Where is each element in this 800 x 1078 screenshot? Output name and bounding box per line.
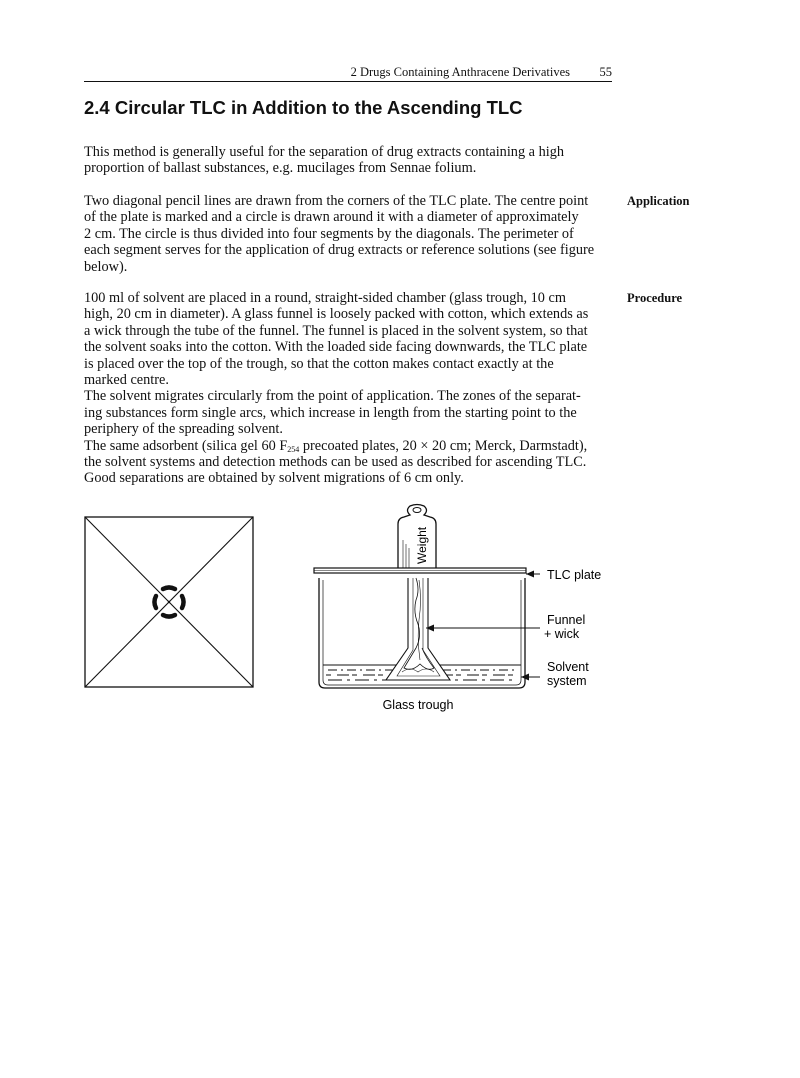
text-line: 2 cm. The circle is thus divided into four segments by the diagonals. The perimeter of bbox=[84, 225, 574, 242]
text-line: ing substances form single arcs, which increase in length from the starting point to the bbox=[84, 404, 577, 421]
wick-label: + wick bbox=[544, 627, 580, 641]
header-rule bbox=[84, 81, 612, 82]
text-line: periphery of the spreading solvent. bbox=[84, 421, 283, 438]
text-line: This method is generally useful for the separation of drug extracts containing a high bbox=[84, 144, 564, 160]
adsorbent-text: The same adsorbent (silica gel 60 F bbox=[84, 437, 288, 454]
tlc-plate-label: TLC plate bbox=[547, 568, 602, 582]
margin-label-application: Application bbox=[627, 194, 690, 208]
margin-label-procedure: Procedure bbox=[627, 291, 683, 305]
solvent-label: Solvent bbox=[547, 660, 589, 674]
glass-trough-caption: Glass trough bbox=[382, 698, 454, 712]
arrowheads bbox=[426, 571, 534, 681]
weight-label: Weight bbox=[415, 526, 429, 564]
tlc-plate bbox=[314, 568, 526, 573]
text-line: Good separations are obtained by solvent migrations of 6 cm only. bbox=[84, 470, 464, 487]
text-line: a wick through the tube of the funnel. The funnel is placed in the solvent system, so that bbox=[84, 322, 588, 339]
procedure-paragraph bbox=[84, 290, 610, 487]
text-line: below). bbox=[84, 258, 128, 275]
text-line: high, 20 cm in diameter). A glass funnel is loosely packed with cotton, which extends as bbox=[84, 306, 589, 323]
subscript-254: 254 bbox=[287, 444, 300, 454]
adsorbent-text-rest: precoated plates, 20 × 20 cm; Merck, Darmstadt), bbox=[299, 437, 588, 454]
text-line: the solvent systems and detection methods can be used as described for ascending TLC. bbox=[84, 454, 587, 471]
text-line: each segment serves for the application of drug extracts or reference solutions (see figure bbox=[84, 242, 595, 259]
text-line bbox=[84, 438, 610, 454]
text-line: marked centre. bbox=[84, 372, 169, 389]
page-number: 55 bbox=[599, 65, 612, 79]
text-line: the solvent soaks into the cotton. With the loaded side facing downwards, the TLC plate bbox=[84, 339, 588, 356]
running-title: 2 Drugs Containing Anthracene Derivatives bbox=[350, 65, 570, 79]
text-line: 100 ml of solvent are placed in a round, straight-sided chamber (glass trough, 10 cm bbox=[84, 290, 566, 306]
intro-paragraph bbox=[84, 144, 610, 177]
text-line: of the plate is marked and a circle is drawn around it with a diameter of approximately bbox=[84, 209, 579, 226]
section-heading: 2.4 Circular TLC in Addition to the Ascending TLC bbox=[84, 97, 523, 118]
text-line: proportion of ballast substances, e.g. mucilages from Sennae folium. bbox=[84, 160, 477, 177]
label-leaders bbox=[426, 574, 540, 677]
text-line: is placed over the top of the trough, so that the cotton makes contact exactly at the bbox=[84, 355, 554, 372]
weight bbox=[398, 505, 436, 573]
circular-tlc-apparatus bbox=[300, 500, 620, 720]
text-line: Two diagonal pencil lines are drawn from the corners of the TLC plate. The centre point bbox=[84, 193, 589, 209]
centre-point bbox=[168, 601, 170, 603]
system-label: system bbox=[547, 674, 587, 688]
running-header bbox=[84, 65, 612, 81]
application-paragraph bbox=[84, 193, 610, 275]
tlc-plate-diagram bbox=[84, 516, 256, 690]
text-line: The solvent migrates circularly from the point of application. The zones of the separat- bbox=[84, 388, 581, 405]
funnel-label: Funnel bbox=[547, 613, 586, 627]
